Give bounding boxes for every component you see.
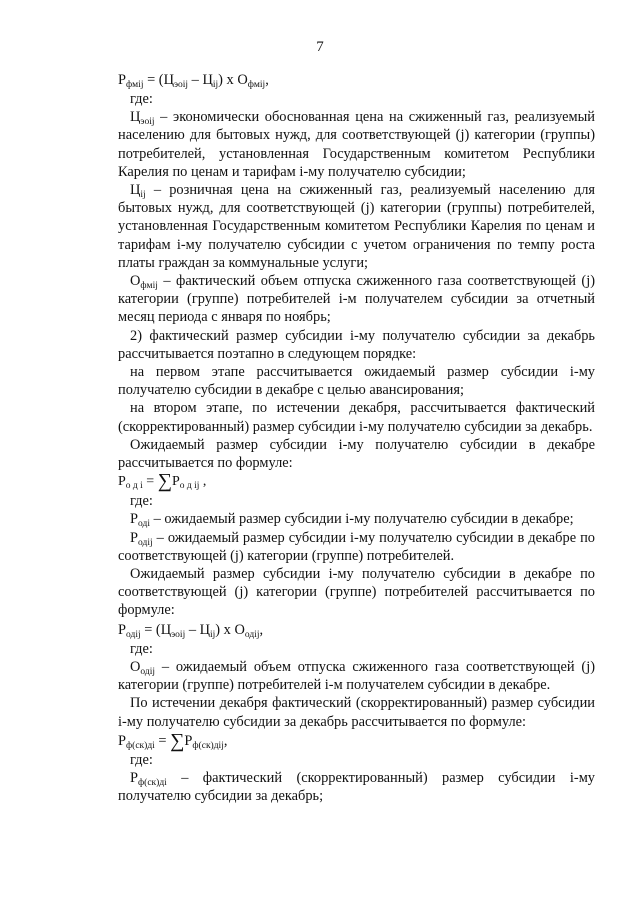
body-paragraph: на втором этапе, по истечении декабря, рассчитывается фактический (скорректированный) размер субсидии i-му получателю субсидии за декабрь. xyxy=(118,400,595,435)
formula-subscript: фмij xyxy=(126,80,144,90)
formula-symbol: Р xyxy=(184,732,193,749)
definition-text: – фактический (скорректированный) размер субсидии i-му получателю субсидии за декабрь; xyxy=(118,769,595,805)
definition-paragraph xyxy=(118,510,595,528)
definition-paragraph xyxy=(118,769,595,805)
where-label: где: xyxy=(130,751,153,768)
formula-subscript: эоij xyxy=(171,629,186,640)
formula-subscript: одij xyxy=(244,629,260,640)
definition-symbol: О xyxy=(130,658,141,675)
formula-symbol: – Ц xyxy=(185,621,211,638)
definition-text: – розничная цена на сжиженный газ, реализуемый населению для бытовых нужд, для соответствующей (j) категории (группы) потребителей, установленная Государственным комитетом Республики Карелия по ценам и тарифам i-му получателю субсидии с учетом ограничения по темпу роста платы граждан за коммунальные услуги; xyxy=(118,182,595,271)
definition-text: – ожидаемый размер субсидии i-му получателю субсидии в декабре; xyxy=(149,511,574,528)
formula-symbol: Р xyxy=(118,72,127,88)
body-paragraph: на первом этапе рассчитывается ожидаемый размер субсидии i-му получателю субсидии в декабре с целью авансирования; xyxy=(118,364,595,399)
definition-subscript: фмij xyxy=(140,281,158,292)
formula-expected-subsidy-category xyxy=(118,620,595,640)
definition-paragraph xyxy=(118,108,595,181)
formula-symbol: = (Ц xyxy=(143,72,174,88)
where-label: где: xyxy=(130,493,153,510)
definition-subscript: оді xyxy=(138,519,150,530)
definition-subscript: эоij xyxy=(140,117,155,128)
formula-symbol: , xyxy=(199,474,207,490)
formula-symbol: ) х О xyxy=(215,621,245,638)
definition-symbol: Ц xyxy=(130,109,141,126)
formula-subscript: эоij xyxy=(173,80,189,90)
formula-subscript: о д ij xyxy=(179,481,200,492)
formula-symbol: , xyxy=(265,72,269,88)
formula-subscript: ij xyxy=(210,629,216,640)
formula-subscript: одij xyxy=(126,629,141,640)
formula-symbol: = (Ц xyxy=(140,621,172,638)
definition-paragraph xyxy=(118,181,595,272)
definition-subscript: ф(ск)ді xyxy=(138,777,167,788)
definition-text: – фактический объем отпуска сжиженного газа соответствующей (j) категории (группе) потребителей i-м получателем субсидии за отчетный месяц периода с января по ноябрь; xyxy=(118,273,595,326)
definition-subscript: ij xyxy=(140,190,146,201)
formula-symbol: = xyxy=(154,732,171,749)
formula-symbol: , xyxy=(259,621,264,638)
formula-subscript: ф(ск)діj xyxy=(192,740,224,751)
formula-subscript: о д i xyxy=(125,481,143,492)
definition-symbol: О xyxy=(130,273,141,290)
definition-symbol: Р xyxy=(130,529,139,546)
sum-sign: ∑ xyxy=(170,729,185,752)
definition-subscript: одij xyxy=(140,666,155,677)
page-number: 7 xyxy=(316,39,324,55)
definition-symbol: Р xyxy=(130,511,139,528)
formula-symbol: = xyxy=(142,474,158,490)
definition-symbol: Р xyxy=(130,769,139,786)
formula-symbol: Р xyxy=(118,621,127,638)
formula-subscript: фмij xyxy=(247,80,266,90)
document-body xyxy=(118,70,595,805)
definition-subscript: одij xyxy=(138,537,153,548)
formula-symbol: – Ц xyxy=(188,72,213,88)
formula-symbol: Р xyxy=(118,474,126,490)
definition-text: – экономически обоснованная цена на сжиженный газ, реализуемый населению для бытовых нужд, для соответствующей (j) категории (группы) потребителей, установленная Государственным комитетом Республики Карелия по ценам и тарифам i-му получателю субсидии; xyxy=(118,109,595,180)
definition-symbol: Ц xyxy=(130,182,141,199)
sum-sign: ∑ xyxy=(157,470,172,493)
definition-text: – ожидаемый объем отпуска сжиженного газа соответствующей (j) категории (группе) потребителей i-м получателем субсидии в декабре. xyxy=(118,658,595,694)
body-paragraph: 2) фактический размер субсидии i-му получателю субсидии за декабрь рассчитывается поэтапно в следующем порядке: xyxy=(118,327,595,362)
formula-symbol: Р xyxy=(171,474,180,490)
body-paragraph: Ожидаемый размер субсидии i-му получателю субсидии в декабре по соответствующей (j) категории (группе) потребителей рассчитывается по формуле: xyxy=(118,566,595,619)
definition-paragraph xyxy=(118,658,595,694)
formula-actual-subsidy xyxy=(118,731,595,751)
definition-paragraph xyxy=(118,529,595,565)
formula-symbol: Р xyxy=(118,732,127,749)
formula-subscript: ij xyxy=(212,80,219,90)
where-label: где: xyxy=(130,640,153,657)
formula-symbol: ) х О xyxy=(218,72,248,88)
formula-symbol: , xyxy=(223,732,228,749)
body-paragraph: Ожидаемый размер субсидии i-му получателю субсидии в декабре рассчитывается по формуле: xyxy=(118,436,595,472)
formula-monthly-subsidy xyxy=(118,70,595,90)
formula-expected-subsidy xyxy=(118,472,595,492)
definition-paragraph xyxy=(118,272,595,327)
formula-subscript: ф(ск)ді xyxy=(126,740,155,751)
body-paragraph: По истечении декабря фактический (скорректированный) размер субсидии i-му получателю субсидии за декабрь рассчитывается по формуле: xyxy=(118,695,595,730)
where-label: где: xyxy=(130,91,153,107)
definition-text: – ожидаемый размер субсидии i-му получателю субсидии в декабре по соответствующей (j) категории (группе) потребителей. xyxy=(118,529,595,564)
